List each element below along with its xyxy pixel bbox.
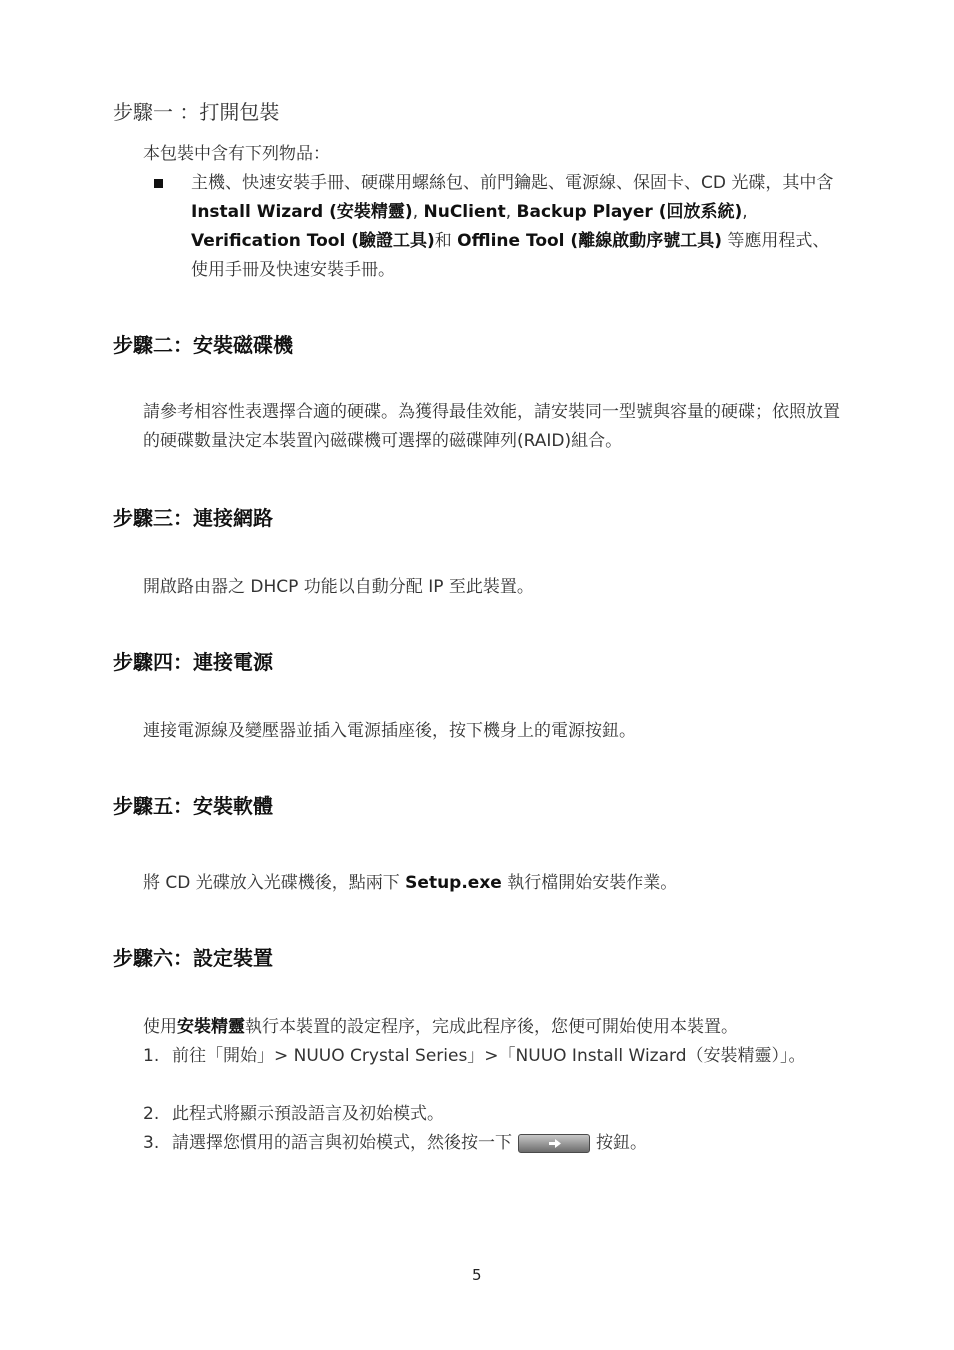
step1-intro: 本包裝中含有下列物品：	[143, 144, 330, 164]
list-item: 此程式將顯示預設語言及初始模式。	[172, 1104, 444, 1124]
step4-body: 連接電源線及變壓器並插入電源插座後，按下機身上的電源按鈕。	[143, 721, 636, 741]
step1-heading: 步驟一 ：打開包裝	[113, 100, 280, 124]
square-bullet-icon	[154, 179, 163, 188]
arrow-right-icon	[549, 1139, 561, 1148]
step6-intro: 使用安裝精靈執行本裝置的設定程序，完成此程序後，您便可開始使用本裝置。	[143, 1017, 738, 1037]
step5-body: 將 CD 光碟放入光碟機後，點兩下 Setup.exe 執行檔開始安裝作業。	[143, 873, 678, 893]
step2-body: 請參考相容性表選擇合適的硬碟。為獲得最佳效能，請安裝同一型號與容量的硬碟；依照放置的硬碟數量決定本裝置內磁碟機可選擇的磁碟陣列(RAID)組合。	[143, 402, 840, 451]
list-item: 請選擇您慣用的語言與初始模式，然後按一下 按鈕。	[172, 1133, 647, 1153]
page-number: 5	[472, 1266, 482, 1284]
list-item-number: 1.	[143, 1046, 160, 1066]
next-button-image	[518, 1134, 590, 1153]
step6-heading: 步驟六：設定裝置	[113, 946, 273, 970]
step5-heading: 步驟五：安裝軟體	[113, 794, 273, 818]
step1-bullet-text: 主機、快速安裝手冊、硬碟用螺絲包、前門鑰匙、電源線、保固卡、CD 光碟，其中含 Install Wizard (安裝精靈), NuClient, Backup Player (回放系統), Verification Tool (驗證工具)和 Offline Tool (離線啟動序號工具) 等應用程式、使用手冊及快速安裝手冊。	[191, 173, 834, 280]
step2-heading: 步驟二：安裝磁碟機	[113, 333, 293, 357]
step3-body: 開啟路由器之 DHCP 功能以自動分配 IP 至此裝置。	[143, 577, 534, 597]
list-item-number: 2.	[143, 1104, 160, 1124]
step3-heading: 步驟三：連接網路	[113, 506, 273, 530]
list-item: 前往「開始」> NUUO Crystal Series」>「NUUO Install Wizard（安裝精靈）」。	[172, 1046, 806, 1066]
list-item-number: 3.	[143, 1133, 160, 1153]
step4-heading: 步驟四：連接電源	[113, 650, 273, 674]
